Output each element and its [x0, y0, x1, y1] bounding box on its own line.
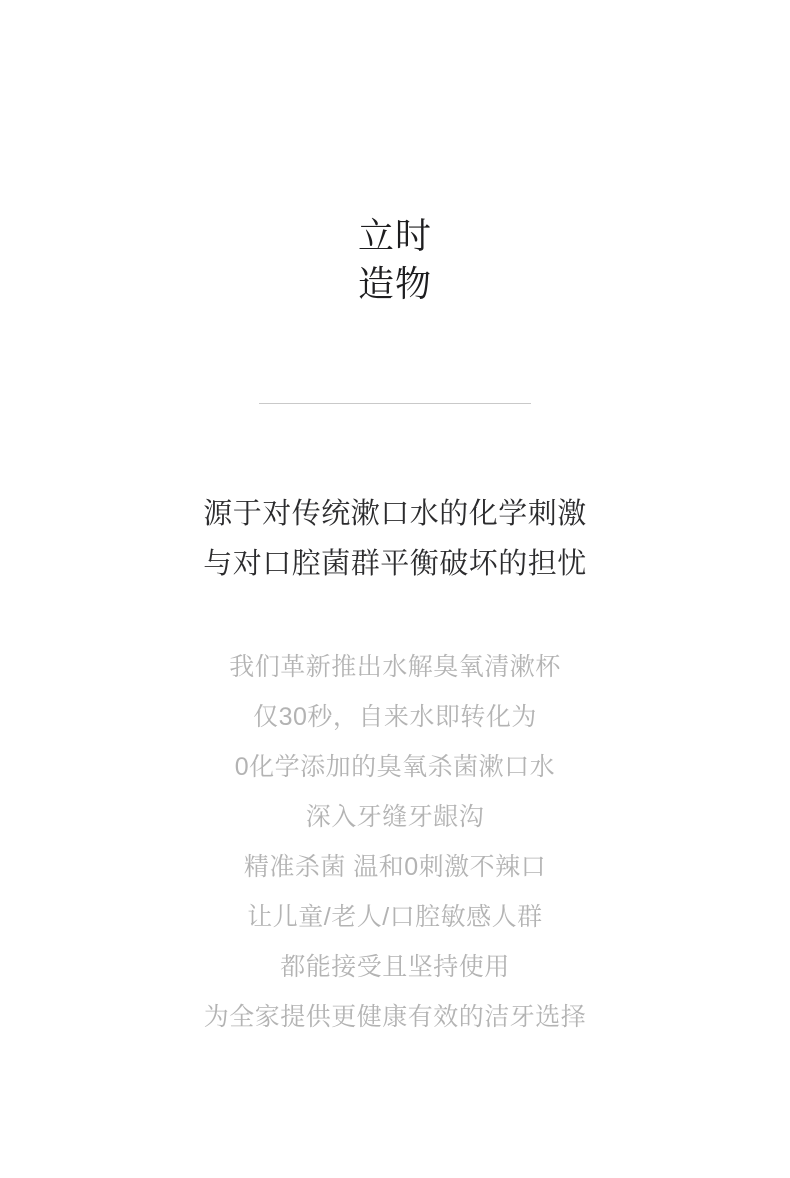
- brand-title: [358, 212, 432, 307]
- body-copy-line-5: 精准杀菌 温和0刺激不辣口: [243, 852, 547, 881]
- body-copy-line-4: 深入牙缝牙龈沟: [305, 802, 485, 831]
- headline-line-1: 源于对传统漱口水的化学刺激: [203, 498, 587, 531]
- body-copy-line-8: 为全家提供更健康有效的洁牙选择: [203, 1002, 587, 1031]
- body-copy-line-1: 我们革新推出水解臭氧清漱杯: [229, 652, 561, 681]
- section-divider: [259, 403, 531, 404]
- headline: [203, 490, 587, 590]
- body-copy-line-3: 0化学添加的臭氧杀菌漱口水: [234, 752, 556, 781]
- body-copy: [204, 642, 587, 1042]
- body-copy-line-2: 仅30秒，自来水即转化为: [253, 702, 537, 731]
- body-copy-line-7: 都能接受且坚持使用: [280, 952, 510, 981]
- body-copy-line-6: 让儿童/老人/口腔敏感人群: [247, 902, 543, 931]
- brand-title-line-2: 造物: [357, 262, 432, 304]
- brand-title-line-1: 立时: [357, 215, 432, 256]
- headline-line-2: 与对口腔菌群平衡破坏的担忧: [203, 547, 587, 580]
